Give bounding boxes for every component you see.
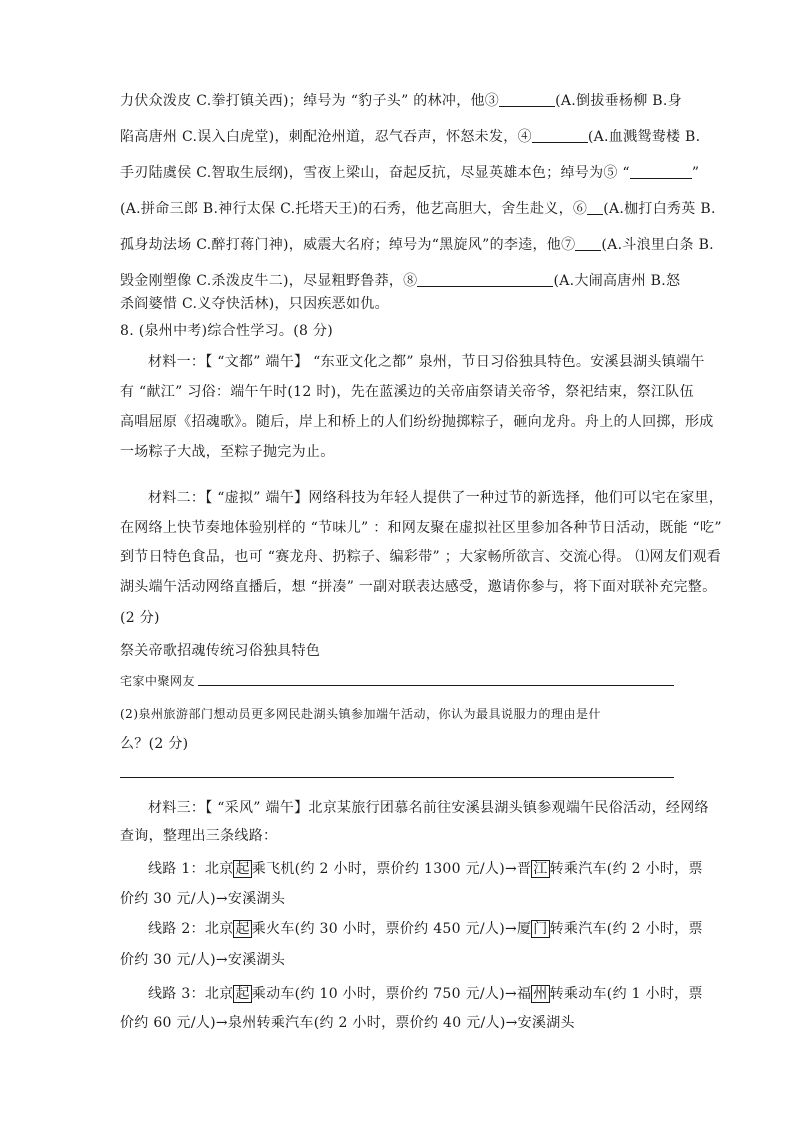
answer-blank[interactable] — [417, 272, 553, 287]
question-title: 8. (泉州中考)综合性学习。(8 分) — [120, 323, 334, 339]
material-three-line: 材料三：【 “采风” 端午】北京某旅行团慕名前往安溪县湖头镇参观端午民俗活动，经网络 — [148, 800, 709, 816]
text-run: 乘火车(约 30 小时，票价约 450 元/人)→厦 — [251, 921, 532, 937]
route-2-line — [148, 919, 703, 939]
text-line — [120, 127, 700, 147]
boxed-char: 门 — [533, 921, 548, 937]
text-run: (A.拼命三郎 B.神行太保 C.托塔天王)的石秀，他艺高胆大，舍生赴义，⑥ — [120, 201, 588, 217]
material-one-line: 材料一：【 “文都” 端午】 “东亚文化之都” 泉州，节日习俗独具特色。安溪县湖头镇端午 — [148, 354, 705, 370]
text-run: (A.倒拔垂杨柳 B.身 — [555, 93, 682, 109]
text-line: 价约 30 元/人)→安溪湖头 — [120, 952, 286, 968]
text-run: 孤身劫法场 C.醉打蒋门神)，威震大名府；绰号为“黑旋风”的李逵，他⑦ — [120, 237, 576, 253]
text-line: 查询，整理出三条线路： — [120, 828, 278, 844]
text-line: 价约 60 元/人)→泉州转乘汽车(约 2 小时，票价约 40 元/人)→安溪湖头 — [120, 1015, 575, 1031]
text-run: 转乘动车(约 1 小时，票 — [549, 986, 703, 1002]
boxed-char: 江 — [533, 861, 548, 877]
text-line — [120, 199, 716, 219]
answer-blank[interactable] — [587, 200, 603, 215]
boxed-char: 起 — [235, 986, 250, 1002]
text-run: 力伏众泼皮 C.拳打镇关西)；绰号为 “豹子头” 的林冲，他③ — [120, 93, 500, 109]
text-run: 线路 1：北京 — [148, 861, 234, 877]
text-run: 陷高唐州 C.误入白虎堂)，刺配沧州道，忍气吞声，怀怒未发，④ — [120, 129, 532, 145]
question-two-line: (2)泉州旅游部门想动员更多网民赴湖头镇参加端午活动，你认为最具说服力的理由是什 — [120, 707, 602, 721]
answer-blank[interactable] — [499, 92, 555, 107]
text-line: 高唱屈原《招魂歌》。随后，岸上和桥上的人们纷纷抛掷粽子，砸向龙舟。舟上的人回掷，形成 — [120, 414, 714, 430]
text-run: 手刃陆虞侯 C.智取生辰纲)，雪夜上梁山，奋起反抗，尽显英雄本色；绰号为⑤ “ — [120, 165, 630, 181]
route-3-line — [148, 984, 703, 1004]
text-run: 线路 3：北京 — [148, 986, 234, 1002]
text-line: 价约 30 元/人)→安溪湖头 — [120, 891, 286, 907]
text-run: (A.大闹高唐州 B.怒 — [553, 273, 681, 289]
text-line: (2 分) — [120, 610, 160, 626]
boxed-char: 起 — [235, 921, 250, 937]
reason-answer-line[interactable] — [120, 777, 674, 778]
text-run: 乘动车(约 10 小时，票价约 750 元/人)→福 — [251, 986, 532, 1002]
route-1-line — [148, 859, 703, 879]
text-run: 线路 2：北京 — [148, 921, 234, 937]
answer-blank[interactable] — [575, 236, 601, 251]
text-run: 毁金刚塑像 C.杀泼皮牛二)，尽显粗野鲁莽，⑧ — [120, 273, 418, 289]
text-line: 在网络上快节奏地体验别样的 “节味儿” ：和网友聚在虚拟社区里参加各种节日活动，既能 “吃” — [120, 520, 722, 536]
text-line: 有 “献江” 习俗：端午午时(12 时)，先在蓝溪边的关帝庙祭请关帝爷，祭祀结束，祭江队伍 — [120, 384, 694, 400]
text-line: 湖头端午活动网络直播后，想 “拼凑” 一副对联表达感受，邀请你参与，将下面对联补充完整。 — [120, 579, 717, 595]
boxed-char: 起 — [235, 861, 250, 877]
text-line: 到节日特色食品，也可 “赛龙舟、扔粽子、编彩带” ；大家畅所欲言、交流心得。 ⑴网友们观看 — [120, 549, 722, 565]
text-line — [120, 91, 682, 111]
text-run: ” — [691, 165, 700, 181]
couplet-second-line: 宅家中聚网友 — [120, 674, 196, 688]
text-run: (A.血溅鸳鸯楼 B. — [587, 129, 701, 145]
answer-blank[interactable] — [532, 128, 588, 143]
material-two-line: 材料二：【 “虚拟” 端午】网络科技为年轻人提供了一种过节的新选择，他们可以宅在家里， — [148, 490, 724, 506]
text-line: 一场粽子大战，至粽子抛完为止。 — [120, 444, 335, 460]
text-run: 转乘汽车(约 2 小时，票 — [549, 921, 703, 937]
boxed-char: 州 — [533, 986, 548, 1002]
text-line — [120, 163, 699, 183]
text-run: 转乘汽车(约 2 小时，票 — [549, 861, 703, 877]
text-line — [120, 271, 680, 291]
text-line: 么？(2 分) — [120, 736, 189, 752]
couplet-answer-line[interactable] — [198, 685, 674, 686]
answer-blank[interactable] — [630, 164, 692, 179]
text-run: (A.斗浪里白条 B. — [601, 237, 714, 253]
couplet-first-line: 祭关帝歌招魂传统习俗独具特色 — [120, 643, 321, 659]
text-line: 杀阎婆惜 C.义夺快活林)，只因疾恶如仇。 — [120, 296, 389, 312]
text-run: (A.枷打白秀英 B. — [603, 201, 716, 217]
text-line — [120, 235, 714, 255]
text-run: 乘飞机(约 2 小时，票价约 1300 元/人)→晋 — [251, 861, 532, 877]
